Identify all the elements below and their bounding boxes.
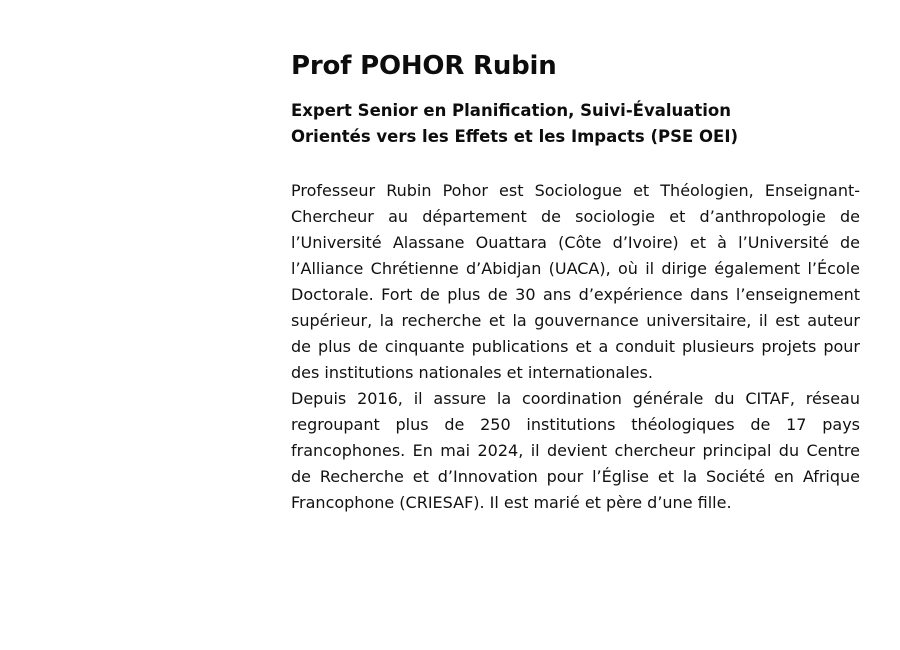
profile-name: Prof POHOR Rubin (291, 51, 557, 81)
profile-bio (291, 178, 860, 516)
profile-section (291, 48, 860, 516)
bio-paragraph-2: Depuis 2016, il assure la coordination générale du CITAF, réseau regroupant plus de 250 institutions théologiques de 17 pays francophones. En mai 2024, il devient chercheur principal du Centre de Recherche et d’Innovation pour l’Église et la Société en Afrique Francophone (CRIESAF). Il est marié et père d’une fille. (291, 389, 860, 512)
bio-paragraph-1: Professeur Rubin Pohor est Sociologue et Théologien, Enseignant-Chercheur au département de sociologie et d’anthropologie de l’Université Alassane Ouattara (Côte d’Ivoire) et à l’Université de l’Alliance Chrétienne d’Abidjan (UACA), où il dirige également l’École Doctorale. Fort de plus de 30 ans d’expérience dans l’enseignement supérieur, la recherche et la gouvernance universitaire, il est auteur de plus de cinquante publications et a conduit plusieurs projets pour des institutions nationales et internationales. (291, 181, 860, 382)
profile-role (291, 98, 860, 150)
profile-role-line-1: Expert Senior en Planification, Suivi-Évaluation (291, 101, 731, 120)
profile-role-line-2: Orientés vers les Effets et les Impacts (PSE OEI) (291, 127, 738, 146)
